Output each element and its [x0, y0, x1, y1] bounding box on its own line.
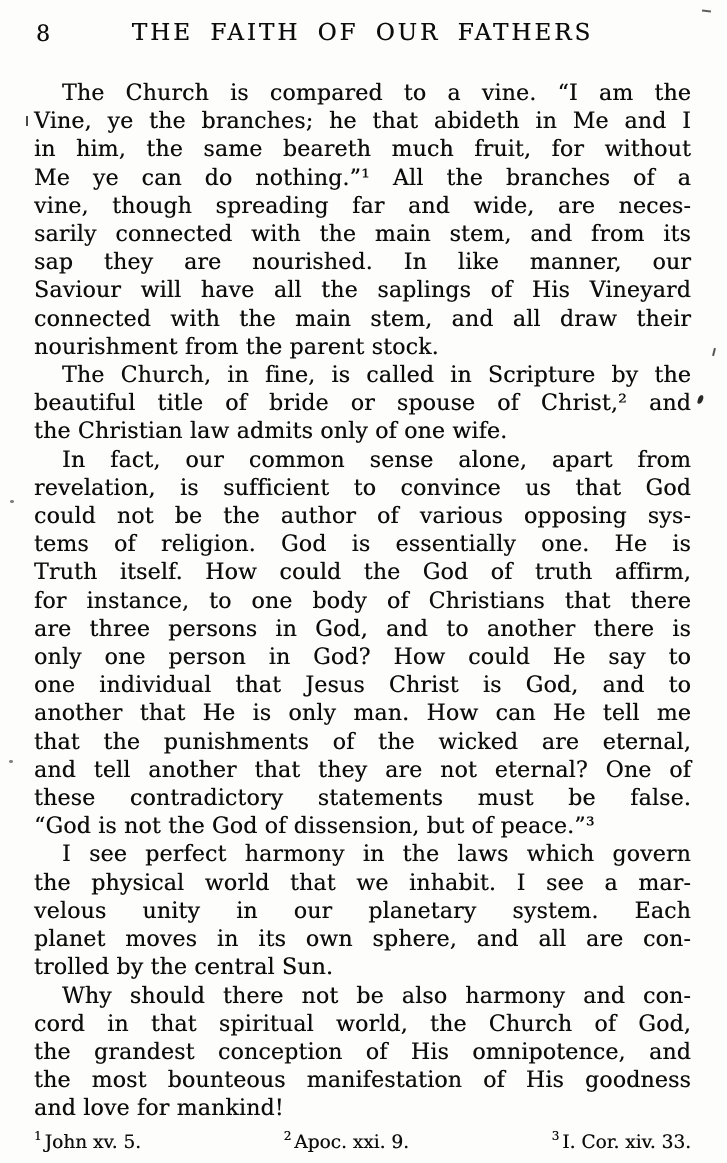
text-line: these contradictory statements must be false.	[34, 786, 691, 812]
scan-artifact	[697, 395, 704, 405]
footnote	[284, 1131, 409, 1155]
paragraph	[34, 447, 691, 842]
text-line: Saviour will have all the saplings of His Vineyard	[34, 278, 691, 304]
paragraph	[34, 983, 691, 1124]
text-line: the most bounteous manifestation of His goodness	[34, 1068, 691, 1094]
text-line: The Church, in fine, is called in Scripture by the	[62, 363, 691, 389]
footnote-text: Apoc. xxi. 9.	[294, 1131, 409, 1153]
text-line: the grandest conception of His omnipotence, and	[34, 1039, 691, 1065]
text-line: tems of religion. God is essentially one. He is	[34, 532, 691, 558]
text-line: that the punishments of the wicked are eternal,	[34, 729, 691, 755]
text-line: could not be the author of various opposing sys-	[34, 504, 691, 530]
text-line: for instance, to one body of Christians that there	[34, 588, 691, 614]
text-line: the physical world that we inhabit. I see a mar-	[34, 870, 691, 896]
footnote-marker: 1	[34, 1129, 42, 1144]
text-line: velous unity in our planetary system. Each	[34, 898, 691, 924]
scan-artifact	[712, 348, 716, 356]
text-line: “God is not the God of dissension, but of peace.”³	[34, 814, 595, 840]
footnote-marker: 3	[551, 1129, 560, 1144]
text-line: sap they are nourished. In like manner, our	[34, 250, 691, 276]
text-line: The Church is compared to a vine. “I am the	[62, 81, 691, 106]
text-body	[34, 80, 691, 1124]
page-number: 8	[36, 22, 50, 47]
scan-artifact	[10, 500, 14, 503]
text-line: sarily connected with the main stem, and from its	[34, 222, 691, 248]
text-line: in him, the same beareth much fruit, for without	[34, 137, 691, 163]
text-line: connected with the main stem, and all draw their	[34, 306, 691, 332]
text-line: I see perfect harmony in the laws which govern	[62, 842, 691, 868]
text-line: beautiful title of bride or spouse of Christ,² and	[34, 391, 691, 417]
text-line: another that He is only man. How can He tell me	[34, 701, 691, 727]
scan-artifact	[26, 116, 28, 126]
text-line: vine, though spreading far and wide, are neces-	[34, 193, 691, 219]
text-line: Why should there not be also harmony and con-	[62, 983, 691, 1009]
text-line: Truth itself. How could the God of truth affirm,	[34, 560, 691, 586]
footnote-marker: 2	[283, 1129, 292, 1144]
paragraph	[34, 80, 691, 362]
text-line: one individual that Jesus Christ is God, and to	[34, 673, 691, 699]
text-line: are three persons in God, and to another there is	[34, 616, 691, 642]
text-line: Vine, ye the branches; he that abideth in Me and I	[34, 109, 691, 135]
text-line: revelation, is sufficient to convince us that God	[34, 475, 691, 501]
page-header	[34, 20, 691, 52]
paragraph	[34, 362, 691, 447]
footnotes	[34, 1131, 691, 1155]
footnote-text: John xv. 5.	[44, 1131, 142, 1153]
text-line: In fact, our common sense alone, apart from	[62, 447, 691, 473]
footnote	[34, 1131, 141, 1155]
footnote-text: I. Cor. xiv. 33.	[562, 1131, 691, 1153]
running-title: THE FAITH OF OUR FATHERS	[131, 20, 594, 46]
text-line: the Christian law admits only of one wife.	[34, 419, 508, 445]
text-line: and love for mankind!	[34, 1096, 284, 1122]
scan-artifact	[702, 10, 711, 13]
text-line: nourishment from the parent stock.	[34, 334, 439, 360]
text-line: cord in that spiritual world, the Church of God,	[34, 1011, 691, 1037]
text-line: trolled by the central Sun.	[34, 955, 334, 981]
footnote	[552, 1131, 691, 1155]
text-line: Me ye can do nothing.”¹ All the branches of a	[34, 165, 691, 191]
scan-artifact	[9, 760, 13, 763]
paragraph	[34, 841, 691, 982]
text-line: only one person in God? How could He say to	[34, 645, 691, 671]
text-line: and tell another that they are not eternal? One of	[34, 757, 691, 783]
text-line: planet moves in its own sphere, and all are con-	[34, 927, 691, 953]
